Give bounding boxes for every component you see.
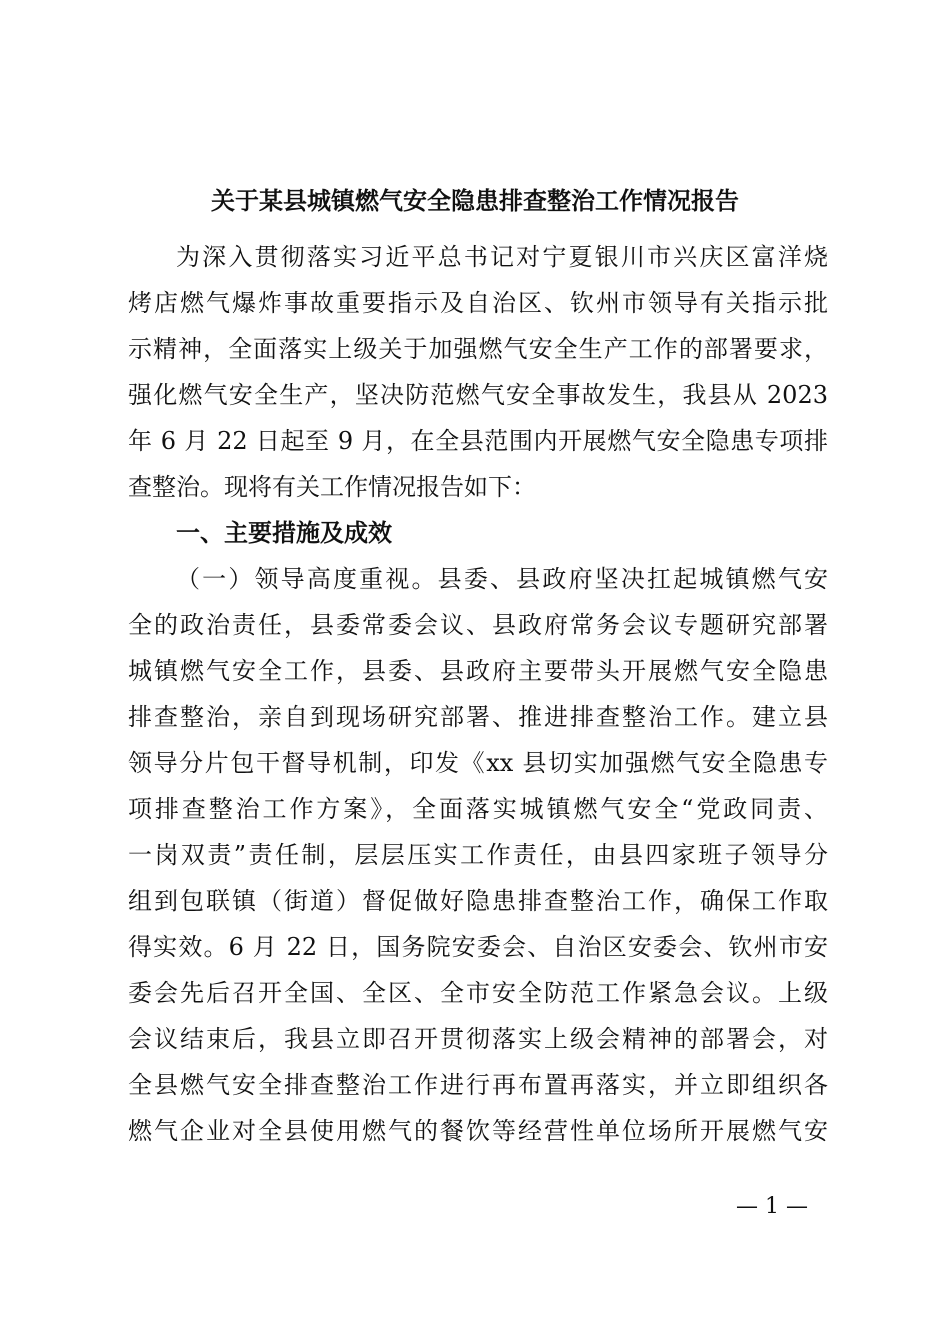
page-number: — 1 — xyxy=(736,1194,808,1219)
body-line: （一）领导高度重视。县委、县政府坚决扛起城镇燃气安 xyxy=(176,565,828,593)
body-line: 委会先后召开全国、全区、全市安全防范工作紧急会议。上级 xyxy=(128,979,828,1007)
body-line: 燃气企业对全县使用燃气的餐饮等经营性单位场所开展燃气安 xyxy=(128,1117,828,1145)
intro-line: 烤店燃气爆炸事故重要指示及自治区、钦州市领导有关指示批 xyxy=(128,289,828,317)
body-line: 组到包联镇（街道）督促做好隐患排查整治工作，确保工作取 xyxy=(128,887,828,915)
body-line: 项排查整治工作方案》，全面落实城镇燃气安全“党政同责、 xyxy=(128,795,828,823)
intro-line: 查整治。现将有关工作情况报告如下： xyxy=(128,473,536,501)
body-line: 排查整治，亲自到现场研究部署、推进排查整治工作。建立县 xyxy=(128,703,828,731)
body-line: 一岗双责”责任制，层层压实工作责任，由县四家班子领导分 xyxy=(128,841,828,869)
body-line: 会议结束后，我县立即召开贯彻落实上级会精神的部署会，对 xyxy=(128,1025,828,1053)
body-line: 全县燃气安全排查整治工作进行再布置再落实，并立即组织各 xyxy=(128,1071,828,1099)
section-heading: 一、主要措施及成效 xyxy=(176,519,392,547)
body-line: 得实效。6 月 22 日，国务院安委会、自治区安委会、钦州市安 xyxy=(128,933,828,961)
body-line: 全的政治责任，县委常委会议、县政府常务会议专题研究部署 xyxy=(128,611,828,639)
intro-line: 强化燃气安全生产，坚决防范燃气安全事故发生，我县从 2023 xyxy=(128,381,828,409)
document-title: 关于某县城镇燃气安全隐患排查整治工作情况报告 xyxy=(211,187,739,215)
intro-line: 示精神，全面落实上级关于加强燃气安全生产工作的部署要求， xyxy=(128,335,828,363)
body-line: 领导分片包干督导机制，印发《xx 县切实加强燃气安全隐患专 xyxy=(128,749,828,777)
body-line: 城镇燃气安全工作，县委、县政府主要带头开展燃气安全隐患 xyxy=(128,657,828,685)
intro-line: 年 6 月 22 日起至 9 月，在全县范围内开展燃气安全隐患专项排 xyxy=(128,427,828,455)
intro-line: 为深入贯彻落实习近平总书记对宁夏银川市兴庆区富洋烧 xyxy=(176,243,828,271)
